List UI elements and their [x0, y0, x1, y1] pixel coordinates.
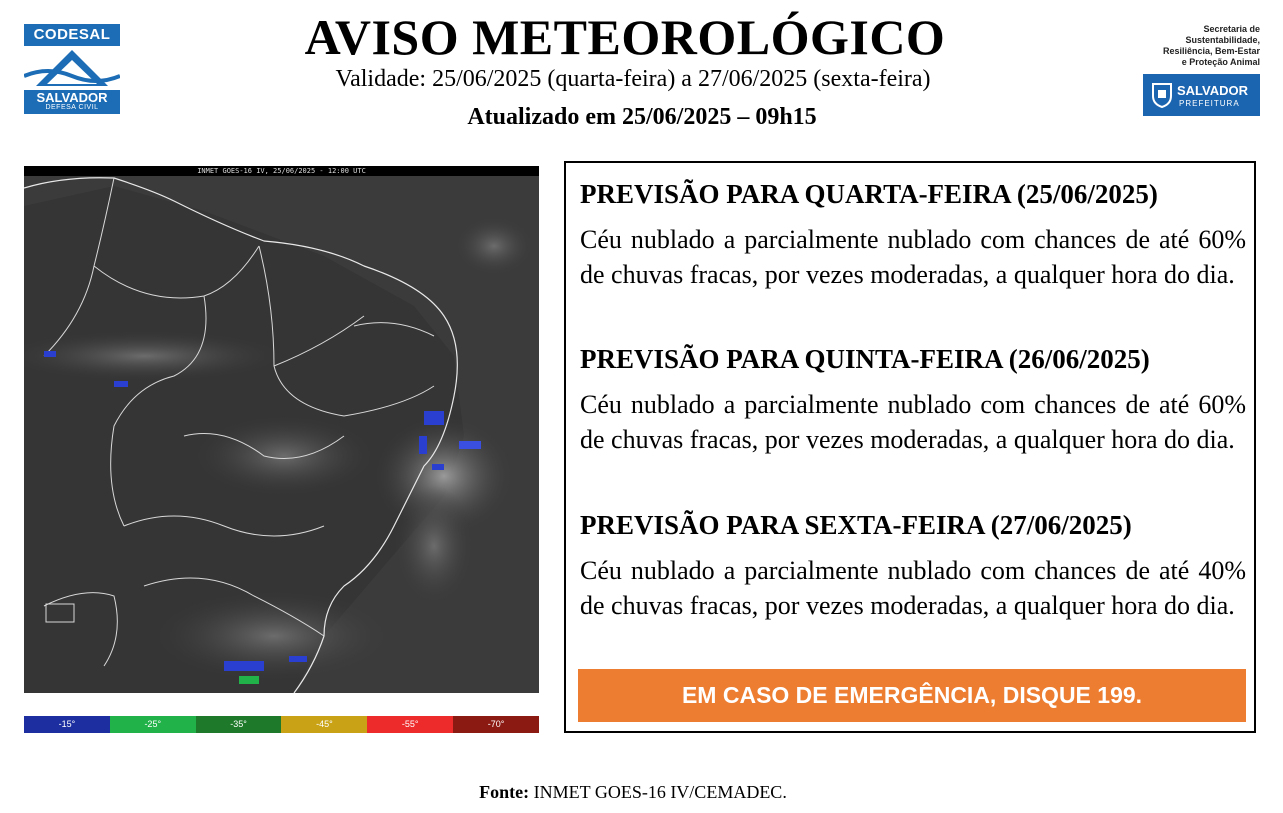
codesal-logo-title: CODESAL — [33, 26, 111, 43]
scale-segment: -45° — [281, 716, 367, 733]
secretaria-line: Resiliência, Bem-Estar — [1162, 46, 1260, 56]
temperature-scale — [24, 716, 539, 733]
forecast-title-friday: PREVISÃO PARA SEXTA-FEIRA (27/06/2025) — [580, 510, 1132, 540]
satellite-image — [24, 166, 539, 693]
satellite-header-text: INMET GOES-16 IV, 25/06/2025 - 12:00 UTC — [24, 166, 539, 176]
scale-segment: -15° — [24, 716, 110, 733]
salvador-logo-sub: PREFEITURA — [1179, 99, 1240, 108]
scale-segment: -55° — [367, 716, 453, 733]
scale-segment: -70° — [453, 716, 539, 733]
codesal-logo-sub: DEFESA CIVIL — [45, 104, 99, 111]
scale-segment: -35° — [196, 716, 282, 733]
satellite-map-drawing — [24, 166, 539, 693]
secretaria-line: Sustentabilidade, — [1185, 35, 1260, 45]
forecast-box — [564, 161, 1256, 733]
secretaria-line: Secretaria de — [1203, 24, 1260, 34]
forecast-text-thursday: Céu nublado a parcialmente nublado com chances de até 60% de chuvas fracas, por vezes moderadas, a qualquer hora do dia. — [580, 390, 1246, 454]
forecast-title-thursday: PREVISÃO PARA QUINTA-FEIRA (26/06/2025) — [580, 344, 1150, 374]
source-value: INMET GOES-16 IV/CEMADEC. — [529, 782, 787, 802]
codesal-logo-city: SALVADOR — [36, 90, 108, 105]
secretaria-line: e Proteção Animal — [1181, 57, 1260, 67]
updated-text: Atualizado em 25/06/2025 – 09h15 — [467, 104, 817, 130]
forecast-title-wednesday: PREVISÃO PARA QUARTA-FEIRA (25/06/2025) — [580, 179, 1158, 209]
forecast-text-wednesday: Céu nublado a parcialmente nublado com chances de até 60% de chuvas fracas, por vezes moderadas, a qualquer hora do dia. — [580, 225, 1246, 289]
salvador-logo-name: SALVADOR — [1177, 83, 1249, 98]
source-line — [0, 782, 1266, 803]
emergency-banner: EM CASO DE EMERGÊNCIA, DISQUE 199. — [578, 669, 1246, 722]
source-label: Fonte: — [479, 782, 530, 802]
page-title: AVISO METEOROLÓGICO — [304, 9, 946, 65]
validity-text: Validade: 25/06/2025 (quarta-feira) a 27/06/2025 (sexta-feira) — [335, 66, 931, 92]
forecast-text-friday: Céu nublado a parcialmente nublado com chances de até 40% de chuvas fracas, por vezes moderadas, a qualquer hora do dia. — [580, 556, 1246, 620]
scale-segment: -25° — [110, 716, 196, 733]
